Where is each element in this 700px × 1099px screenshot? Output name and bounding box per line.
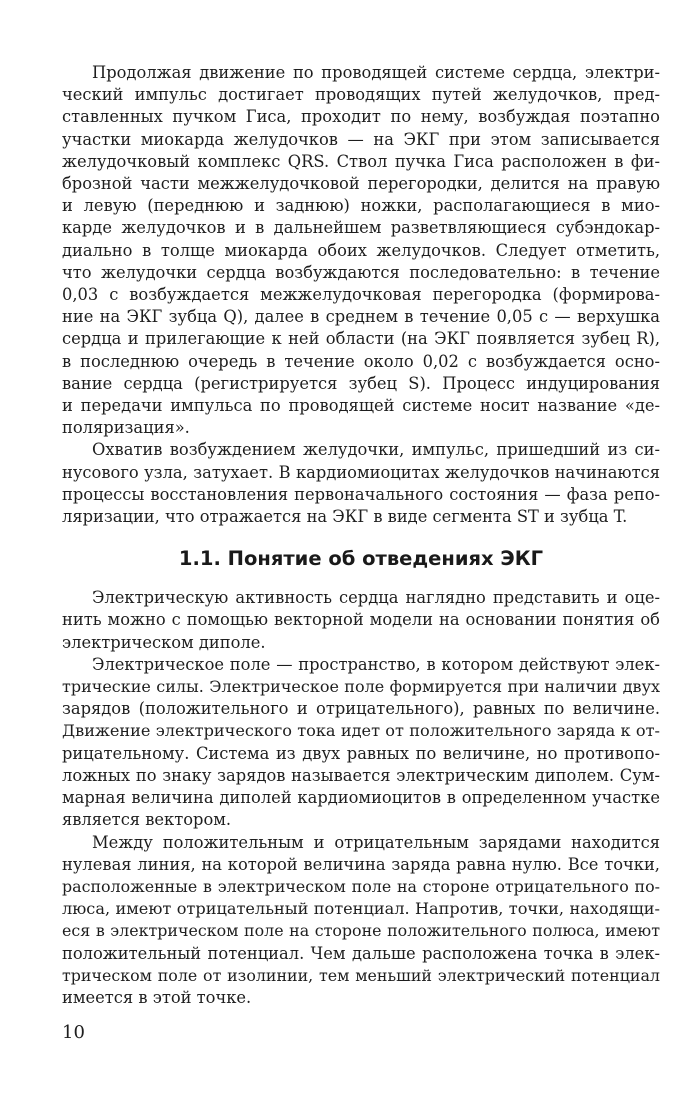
text-line: Между положительным и отрицательным зарядами находится <box>92 832 660 852</box>
text-line: 0,03 с возбуждается межжелудочковая перегородка (формирова- <box>62 285 660 305</box>
text-line: ческий импульс достигает проводящих путей желудочков, пред- <box>62 85 660 105</box>
paragraph-vector-model <box>62 587 660 654</box>
text-line: трическом поле от изолинии, тем меньший электрический потенциал <box>62 965 660 985</box>
text-line: Охватив возбуждением желудочки, импульс, пришедший из си- <box>92 440 660 460</box>
text-line: нулевая линия, на которой величина заряда равна нулю. Все точки, <box>62 854 660 874</box>
text-line: Электрическое поле — пространство, в котором действуют элек- <box>92 654 660 674</box>
text-line: еся в электрическом поле на стороне положительного полюса, имеют <box>62 921 660 941</box>
text-line: марная величина диполей кардиомиоцитов в определенном участке <box>62 788 660 808</box>
section-heading: 1.1. Понятие об отведениях ЭКГ <box>178 547 544 571</box>
text-line: процессы восстановления первоначального состояния — фаза репо- <box>62 484 660 504</box>
text-line: карде желудочков и в дальнейшем разветвляющиеся субэндокар- <box>62 218 660 238</box>
text-line: имеется в этой точке. <box>62 987 252 1007</box>
text-line: желудочковый комплекс QRS. Ствол пучка Гиса расположен в фи- <box>62 151 660 171</box>
text-line: расположенные в электрическом поле на стороне отрицательного по- <box>62 876 660 896</box>
text-line: что желудочки сердца возбуждаются последовательно: в течение <box>62 262 660 282</box>
text-line: в последнюю очередь в течение около 0,02 с возбуждается осно- <box>62 351 660 371</box>
page-number: 10 <box>62 1022 85 1043</box>
text-line: вание сердца (регистрируется зубец S). Процесс индуцирования <box>62 373 660 393</box>
text-line: нусового узла, затухает. В кардиомиоцитах желудочков начинаются <box>62 462 660 482</box>
paragraph-repolarization <box>62 439 660 528</box>
text-line: положительный потенциал. Чем дальше расположена точка в элек- <box>62 943 660 963</box>
text-line: Движение электрического тока идет от положительного заряда к от- <box>62 721 660 741</box>
text-line: Продолжая движение по проводящей системе сердца, электри- <box>92 63 660 82</box>
text-line: ложных по знаку зарядов называется электрическим диполем. Сум- <box>62 765 660 785</box>
book-page <box>62 62 660 1062</box>
text-line: нить можно с помощью векторной модели на основании понятия об <box>62 610 660 630</box>
paragraph-depolarization <box>62 62 660 439</box>
text-line: является вектором. <box>62 810 232 830</box>
text-line: ляризации, что отражается на ЭКГ в виде сегмента ST и зубца T. <box>62 507 628 527</box>
text-line: рицательному. Система из двух равных по величине, но противопо- <box>62 743 660 763</box>
paragraph-zero-line <box>62 832 660 1010</box>
text-line: зарядов (положительного и отрицательного), равных по величине. <box>62 699 660 719</box>
text-line: брозной части межжелудочковой перегородки, делится на правую <box>62 174 660 194</box>
paragraph-electric-field <box>62 654 660 832</box>
text-line: ние на ЭКГ зубца Q), далее в среднем в течение 0,05 с — верхушка <box>62 307 660 327</box>
text-line: поляризация». <box>62 418 190 438</box>
text-line: и передачи импульса по проводящей системе носит название «де- <box>62 396 660 416</box>
text-line: и левую (переднюю и заднюю) ножки, располагающиеся в мио- <box>62 196 660 216</box>
text-line: диально в толще миокарда обоих желудочков. Следует отметить, <box>62 240 660 260</box>
text-line: люса, имеют отрицательный потенциал. Напротив, точки, находящи- <box>62 899 660 919</box>
text-line: Электрическую активность сердца наглядно представить и оце- <box>92 588 660 608</box>
text-line: трические силы. Электрическое поле формируется при наличии двух <box>62 677 660 697</box>
text-line: ставленных пучком Гиса, проходит по нему, возбуждая поэтапно <box>62 107 660 127</box>
text-line: участки миокарда желудочков — на ЭКГ при этом записывается <box>62 129 660 149</box>
text-line: электрическом диполе. <box>62 632 266 652</box>
text-line: сердца и прилегающие к ней области (на ЭКГ появляется зубец R), <box>62 329 660 349</box>
